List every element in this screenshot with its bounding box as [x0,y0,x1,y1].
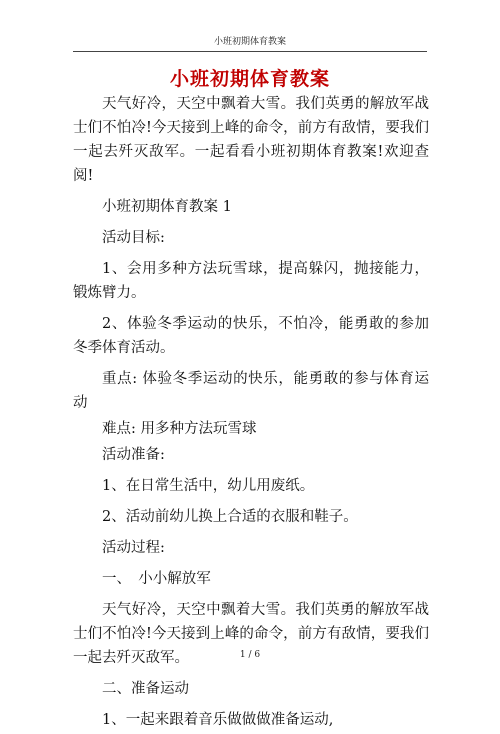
preparation-label: 活动准备: [102,447,165,463]
intro-paragraph: 天气好冷，天空中飘着大雪。我们英勇的解放军战士们不怕冷!今天接到上峰的命令，前方有敌情，要我们一起去歼灭敌军。一起看看小班初期体育教案!欢迎查阅! [73,96,429,184]
running-header: 小班初期体育教案 [213,37,286,47]
preparation-item: 1、在日常生活中，幼儿用废纸。 [102,478,315,494]
process-label: 活动过程: [102,540,165,556]
header-divider [73,51,427,52]
objective-item: 2、体验冬季运动的快乐，不怕冷，能勇敢的参加冬季体育活动。 [73,316,429,356]
process-step-heading: 二、准备运动 [102,681,189,697]
process-step-heading: 一、 小小解放军 [102,571,211,587]
section-heading: 小班初期体育教案 1 [102,199,232,215]
document-body [73,92,429,734]
page-number: 1 / 6 [239,650,261,660]
key-point: 重点: 体验冬季运动的快乐，能勇敢的参与体育运动 [73,371,429,411]
process-paragraph: 天气好冷，天空中飘着大雪。我们英勇的解放军战士们不怕冷!今天接到上峰的命令，前方有敌情，要我们一起去歼灭敌军。 [73,602,429,666]
difficulty-point: 难点: 用多种方法玩雪球 [102,421,257,437]
preparation-item: 2、活动前幼儿换上合适的衣服和鞋子。 [102,509,358,525]
document-title: 小班初期体育教案 [169,68,330,90]
process-item: 1、一起来跟着音乐做做做准备运动, [102,712,334,728]
objectives-label: 活动目标: [102,230,165,246]
objective-item: 1、会用多种方法玩雪球，提高躲闪，抛接能力，锻炼臂力。 [73,261,429,301]
